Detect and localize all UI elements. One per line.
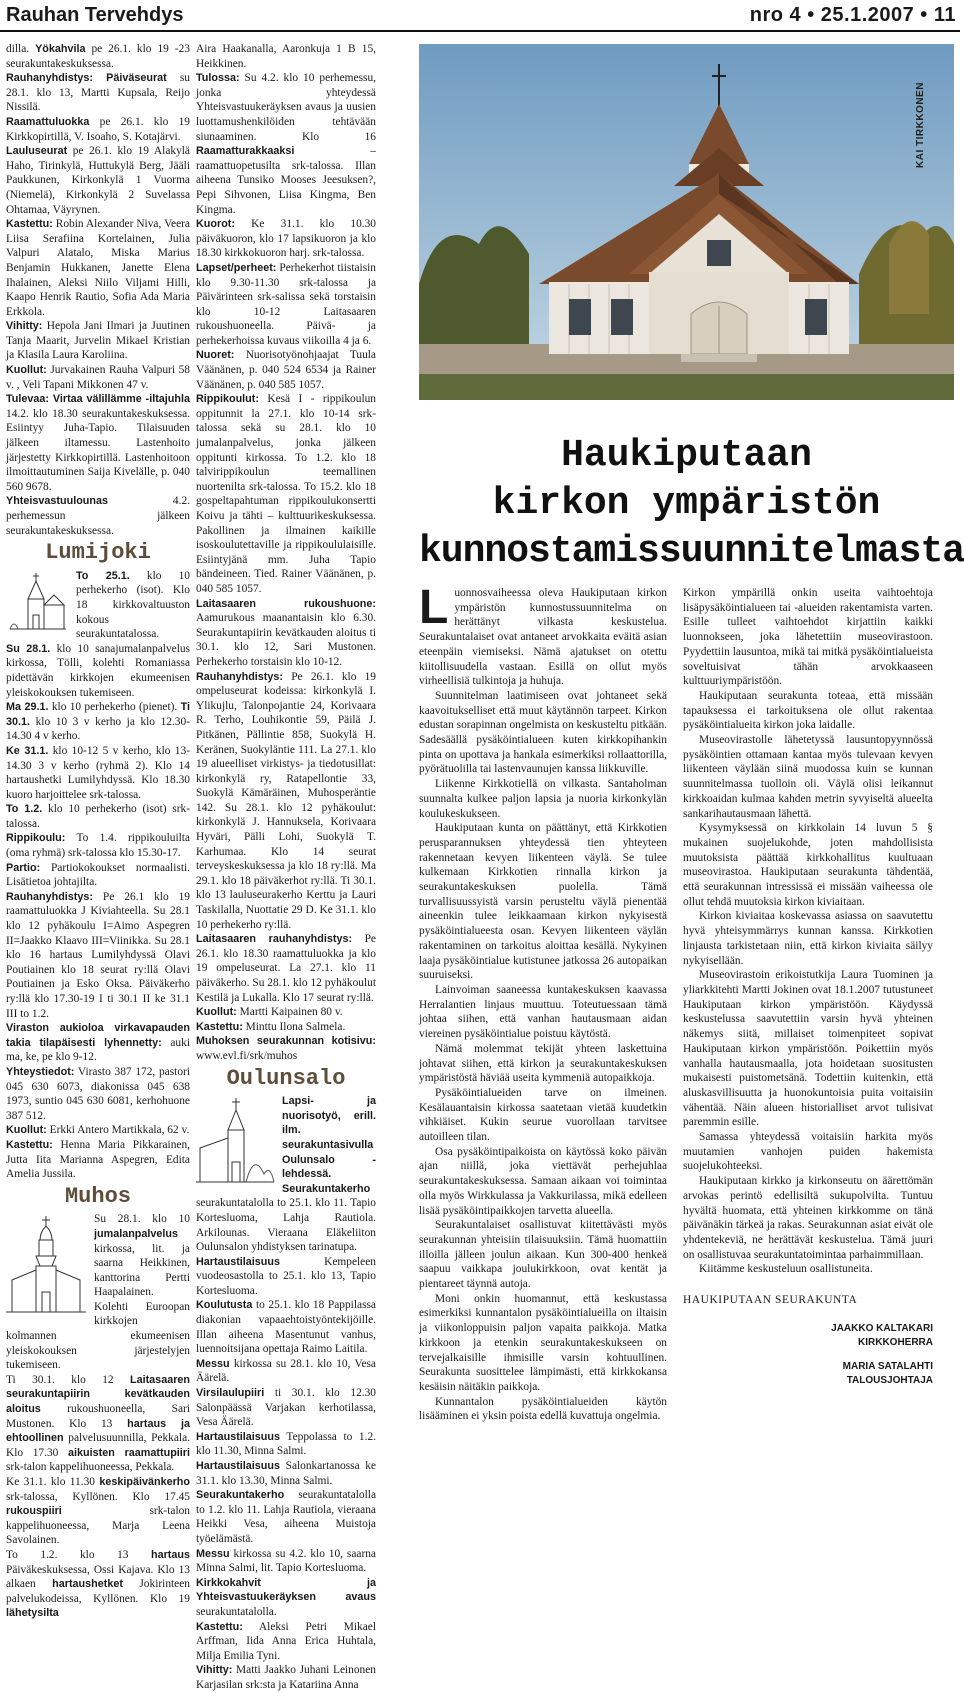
- notice-paragraph: Vihitty: Matti Jaakko Juhani Leinonen Karjasilan srk:sta ja Katariina Anna: [196, 1664, 376, 1691]
- notice-paragraph: Tulossa: Su 4.2. klo 10 perhemessu, jonka yhteydessä Yhteisvastuukeräyksen avaus ja uusien luottamushenkilöiden tehtävään siunaaminen. Klo 16 Raamatturakkaaksi – raamattuopetusilta srk-talossa. Illan aiheena Tunsiko Mooses Jeesuksen?, Pepi Sihvonen, Liisa Kingma, Ben Kingma.: [196, 72, 376, 216]
- church-drawing-icon: [196, 1096, 274, 1193]
- lumijoki-notices: [6, 569, 190, 1182]
- article-paragraph: Liikenne Kirkkotiellä on vilkasta. Santaholman suunnalta kulkee paljon lapsia ja nuoria kirkonkylän koulukeskukseen.: [419, 778, 667, 820]
- notice-paragraph: To 1.2. klo 13 hartaus Päiväkeskuksessa, Ossi Kajava. Klo 13 alkaen hartaushetket Jokirinteen palvelukodeissa, Kyllönen. Klo 19 lähetysilta: [6, 1548, 190, 1620]
- article-body-b: [683, 586, 933, 1277]
- notice-paragraph: Laitasaaren rauhanyhdistys: Pe 26.1. klo 18.30 raamattuluokka ja klo 19 ompeluseurat. La 27.1. klo 11 päiväkerho. Su 28.1. klo 12 pyhäkoulut Kestilä ja Lukalla. Klo 17 seurat ry:llä.: [196, 933, 376, 1004]
- article-paragraph: Kiitämme keskusteluun osallistuneita.: [699, 1263, 873, 1276]
- notice-paragraph: Raamattuluokka pe 26.1. klo 19 Kirkkopirtillä, V. Isoaho, S. Kotajärvi.: [6, 115, 190, 143]
- page-header: [0, 0, 960, 30]
- notice-paragraph: Rauhanyhdistys: Pe 26.1. klo 19 ompeluseurat kodeissa: kirkonkylä I. Ylikujlu, Talonpojantie 24, Korivaara R. Terho, Louhikontie 59, Päilä J. Pitkänen, Pällintie 858, Suokylä H. Keränen, Suokyläntie 111. La 27.1. klo 19 alueelliset virkistys- ja tiedotusillat: kirkonkylä ry, Ratapellontie 33, Suokylä Kämäräinen, Muhosperäntie 142. Su 28.1. klo 12 pyhäkoulut: kirkonkylä J. Hannuksela, Korivaara Hyväri, Pälli Lohi, Suokylä T. Karhumaa. Klo 14 seurat terveyskeskuksessa ja klo 18 ry:llä. Ma 29.1. klo 18 päiväkerhot ry:llä. Ti 30.1. klo 13 lauluseurakerho Kerttu ja Lauri Taskilalla, Nuottatie 29 D. Ke 31.1. klo 10 perhekerho ry:llä.: [196, 670, 376, 931]
- issue-info: nro 4 • 25.1.2007 • 11: [749, 3, 956, 26]
- column-1: [6, 42, 190, 1620]
- notice-paragraph: Su 28.1. klo 10 sanajumalanpalvelus kirkossa, Tölli, kolehti Romaniassa pidettävän kirkkojen ekumeenisen yleiskokouksen tukemiseen.: [6, 642, 190, 699]
- article-paragraph: Seurakuntalaiset osallistuvat kiitettävästi myös seurakunnan yhteisiin tilaisuuksiin. Tämä huomattiin illoilla jälleen joulun aikaan. Kun 300-400 henkeä saapuu vaikkapa joulukirkkoon, ovat kentät ja pientareet täynnä autoja.: [419, 1219, 667, 1291]
- notice-paragraph: Muhoksen seurakunnan kotisivu: www.evl.fi/srk/muhos: [196, 1035, 376, 1062]
- notice-paragraph: Kirkkokahvit ja Yhteisvastuukeräyksen avaus seurakuntatalolla.: [196, 1576, 376, 1618]
- notice-paragraph: dilla. Yökahvila pe 26.1. klo 19 -23 seurakuntakeskuksessa.: [6, 43, 190, 70]
- article-paragraph: Pysäköintialueiden tarve on ilmeinen. Kesälauantaisin kirkossa saatetaan vietää kuudetkin vihkiäiset. Kukin seurue vuorollaan tarvitsee autoilleen tilan.: [419, 1086, 667, 1144]
- article-paragraph: Moni onkin huomannut, että keskustassa esimerkiksi kunnantalon pysäköintialueilla on iltaisin ja viikonloppuisin paljon vapaita paikkoja. Matka kirkkoon ja etenkin seurakuntakeskukseen on tervejalkaisille ihmisille varsin kohtuullinen. Seurakunta suosittelee lämpimästi, että kirkkokansa kesäisin näitäkin paikkoja.: [419, 1292, 667, 1393]
- article-paragraph: Museovirastoin erikoistutkija Laura Tuominen ja yliarkkitehti Martti Jokinen ovat 18.1.2007 tutustuneet Haukiputaan kirkon ympäristöön. Käydyssä keskustelussa saavutettiin varsin hyvä yhteinen näkemys siitä, millaiset toimenpiteet sopivat Haukiputaan kirkon ympäristöön. Poikettiin myös vanhalla hautausmaalla, jota hoidetaan suositusten mukaisesti puistometsänä. Todettiin kuitenkin, että aluskasvillisuutta ja huonokuntoisia puita voitaisiin vähentää. Näin alueen historialliset arvot tulisivat paremmin esille.: [683, 969, 933, 1129]
- article-paragraph: Kunnantalon pysäköintialueiden käytön lisääminen ei yksin poista edellä kuvattuja ongelmia.: [419, 1395, 667, 1423]
- notice-paragraph: Ma 29.1. klo 10 perhekerho (pienet). Ti 30.1. klo 10 3 v kerho ja klo 12.30-14.30 4 v kerho.: [6, 701, 190, 743]
- notice-paragraph: Virsilaulupiiri ti 30.1. klo 12.30 Salonpäässä Varjakan kerhotilassa, Vesa Äärelä.: [196, 1387, 376, 1429]
- notice-paragraph: Hartaustilaisuus Teppolassa to 1.2. klo 11.30, Minna Salmi.: [196, 1430, 376, 1458]
- notice-paragraph: Messu kirkossa su 4.2. klo 10, saarna Minna Salmi, lit. Tapio Kortesluoma.: [196, 1547, 376, 1575]
- notice-paragraph: Laitasaaren rukoushuone: Aamurukous maanantaisin klo 6.30. Seurakuntapiirin kevätkauden aloitus ti 30.1. klo 12, Sari Mustonen. Perhekerho torstaisin klo 10-12.: [196, 597, 376, 668]
- notice-paragraph: Rippikoulu: To 1.4. rippikouluilta (oma ryhmä) srk-talossa klo 15.30-17.: [6, 832, 190, 860]
- article-paragraph: Haukiputaan kunta on päättänyt, että Kirkkotien perusparannuksen yhteydessä tien yhteyteen rakennetaan kevyen liikenteen väylä. Se tulee kulkemaan Kirkkotien rinnalla kirkon ja seurakuntakeskuksen puolella. Tämä turvallisuussyistä varsin perusteltu väylä pienentää aineenkin tulee leikkaamaan kirkon nykyisestä pysäköintialueesta osan. Kevyen liikenteen väylän rakentaminen on tarkoitus aloittaa kesällä. Nykyinen laaja pysäköintialue kutistunee jatkossa 26 autopaikan suuruiseksi.: [419, 822, 667, 982]
- section-heading-lumijoki: Lumijoki: [45, 540, 151, 566]
- notice-paragraph: Yhteystiedot: Virasto 387 172, pastori 045 630 6073, diakonissa 045 638 1973, suntio 045 630 6081, kerhohuone 387 512.: [6, 1065, 190, 1122]
- signature-title-1: KIRKKOHERRA: [858, 1336, 933, 1348]
- article-paragraph: Kirkon kiviaitaa koskevassa asiassa on saavutettu hyvä yhteisymmärrys kunnan kanssa. Kirkkotien linjausta tarkistetaan niin, että kirkon kiviaita säilyy nykyisellään.: [683, 910, 933, 967]
- drop-cap: L: [419, 581, 449, 634]
- notice-paragraph: Hartaustilaisuus Salonkartanossa ke 31.1. klo 13.30, Minna Salmi.: [196, 1460, 376, 1487]
- article-headline: [419, 432, 964, 576]
- notice-paragraph: Ti 30.1. klo 12 Laitasaaren seurakuntapiirin kevätkauden aloitus rukoushuoneella, Sari Mustonen. Klo 13 hartaus ja ehtoollinen palvelusuunnilla, Pekkala. Klo 17.30 aikuisten raamattupiiri srk-talon kappelihuoneessa, Pekkala.: [6, 1373, 190, 1474]
- publication-title: Rauhan Tervehdys: [6, 3, 184, 26]
- notice-paragraph: Yhteisvastuulounas 4.2. perhemessun jälkeen seurakuntakeskuksessa.: [6, 495, 190, 537]
- notice-paragraph: Kuollut: Erkki Antero Martikkala, 62 v.: [6, 1124, 190, 1137]
- section-heading-oulunsalo: Oulunsalo: [226, 1065, 346, 1091]
- notice-paragraph: Nuoret: Nuorisotyönohjaajat Tuula Väänänen, p. 040 524 6534 ja Rainer Väänänen, p. 040 585 1057.: [196, 349, 376, 391]
- notice-paragraph: Ke 31.1. klo 10-12 5 v kerho, klo 13-14.30 3 v kerho (ryhmä 2). Klo 14 hartaushetki Lumilyhdyssä. Klo 18.30 kuoro harjoittelee srk-talossa.: [6, 744, 190, 801]
- notice-paragraph: To 25.1. klo 10 perhekerho (isot). Klo 18 kirkkovaltuuston kokous seurakuntatalossa.: [76, 569, 190, 641]
- headline-line-2: kirkon ympäristön: [492, 482, 881, 525]
- notice-paragraph: Kuollut: Martti Kaipainen 80 v.: [196, 1006, 343, 1019]
- article-paragraph: Haukiputaan seurakunta toteaa, että missään tapauksessa ei tarkoituksena ole ollut rakentaa pysäköintialueita kirkon joka laidalle.: [683, 689, 933, 732]
- organization-name: HAUKIPUTAAN SEURAKUNTA: [683, 1294, 858, 1307]
- notice-paragraph: Kuollut: Jurvakainen Rauha Valpuri 58 v. , Veli Tapani Mikkonen 47 v.: [6, 364, 190, 391]
- article-paragraph: Museovirastolle lähetetyssä lausuntopyynnössä pysäköintien ottamaan kantaa myös tulevaan kevyen liikenteen väylään siinä muodossa kuin se kunnan suunnitelmassa tuolloin oli. Väylä olisi leikannut kirkkoaidan kulmaa kahden metrin syvyiseltä alueelta sankarihautausmaan lähettä.: [683, 734, 933, 820]
- notice-paragraph: Seurakuntakerho seurakuntatalolla to 1.2. klo 11. Lahja Rautiola, vieraana Heikki Vesa, aiheena Muistoja työelämästä.: [196, 1489, 376, 1545]
- notice-paragraph: Kastettu: Aleksi Petri Mikael Arffman, Iida Anna Erica Huhtala, Milja Emilia Tyni.: [196, 1620, 376, 1662]
- signature-title-2: TALOUSJOHTAJA: [846, 1374, 933, 1386]
- notice-paragraph: Rauhanyhdistys: Pe 26.1 klo 19 raamattuluokka J Kiviahteella. Su 28.1 klo 12 pyhäkoulu I=Aimo Aspegren II=Jaakko Klaavo III=Viinikka. Su 28.1 klo 16 hartaus Lumilyhdyssä Olavi Poutiainen klo 18 seurat ry:llä Olavi Poutiainen ja Esko Oksa. Päiväkerho ry:llä klo 17.30-19 I ti 30.1 II ke 31.1 III to 1.2.: [6, 890, 190, 1020]
- notice-paragraph: Lapsi- ja nuorisotyö, erill. ilm. seurakuntasivulla Oulunsalo -lehdessä.: [282, 1095, 376, 1181]
- notice-paragraph: Tulevaa: Virtaa välillämme -iltajuhla 14.2. klo 18.30 seurakuntakeskuksessa. Esiintyy Juha-Tapio. Tilaisuuden jälkeen iltamessu. Lastenhoito järjestetty Kirkkopirtillä. Lastenhoitoon ilmoittautuminen Saija Kivelälle, p. 040 560 9678.: [6, 393, 190, 493]
- signatures: [683, 1322, 933, 1388]
- notice-paragraph: Messu kirkossa su 28.1. klo 10, Vesa Äärelä.: [196, 1357, 376, 1385]
- col1-top: [6, 42, 190, 538]
- article-paragraph: Kysymyksessä on kirkkolain 14 luvun 5 § mukainen suojelukohde, joten mahdollisista muutoksista päättää kirkkohallitus kuultuaan museovirastoa. Haukiputaan seurakunta tähdentää, että seurakunnan intressissä ei missään vaiheessa ole ollut tehdä muutoksia kirkon kiviaitaan.: [683, 822, 933, 908]
- notice-paragraph: Lauluseurat pe 26.1. klo 19 Alakylä Haho, Tirinkylä, Huttukylä Berg, Jääli Paukkunen, Kirkonkylä 1 Vuorma (Niemelä), Kirkonkylä 2 Suvelassa Ohtamaa, Väyrynen.: [6, 145, 190, 216]
- notice-paragraph: Viraston aukioloa virkavapauden takia tilapäisesti lyhennetty: auki ma, ke, pe klo 9-12.: [6, 1022, 190, 1064]
- notice-paragraph: Partio: Partiokokoukset normaalisti. Lisätietoa johtajilta.: [6, 861, 190, 889]
- section-heading-muhos: Muhos: [64, 1183, 131, 1209]
- signature-name-2: MARIA SATALAHTI: [842, 1360, 933, 1372]
- article-paragraph: Samassa yhteydessä voitaisiin harkita myös muutamien vanhojen puiden hakemista suojelukohteeksi.: [683, 1131, 933, 1173]
- notice-paragraph: Su 28.1. klo 10 jumalanpalvelus kirkossa, lit. ja saarna Heikkinen, kanttorina Pertti Haapalainen. Kolehti Euroopan kirkkojen kolmannen ekumeenisen yleiskokouksen järjestelyjen tukemiseen.: [6, 1213, 190, 1372]
- notice-paragraph: Kastettu: Henna Maria Pikkarainen, Jutta Iita Marianna Aspegren, Edita Amelia Jussila.: [6, 1138, 190, 1181]
- notice-paragraph: Kastettu: Minttu Ilona Salmela.: [196, 1020, 346, 1033]
- notice-paragraph: Hartaustilaisuus Kempeleen vuodeosastolla to 25.1. klo 13, Tapio Kortesluoma.: [196, 1255, 376, 1297]
- notice-paragraph: To 1.2. klo 10 perhekerho (isot) srk-talossa.: [6, 803, 190, 830]
- col2-notices: [196, 42, 376, 1064]
- notice-paragraph: Rippikoulut: Kesä I - rippikoulun oppitunnit la 27.1. klo 10-14 srk-talossa sekä su 28.1. klo 10 jumalanpalvelus, jonka jälkeen oppitunti kirkossa. To 1.2. klo 18 talvirippikoulun teemallinen nuortenilta srk-talossa. To 15.2. klo 18 gospeltapahtuman rippikoulukonsertti Koivu ja tähti – kulttuurikeskuksessa. Pakollinen ja ilmainen kaikille isoskoulutettaville ja rippikoululaisille. Esiintyjänä mm. Juha Tapio bändeineen. Tied. Rainer Väänänen, p. 040 585 1057.: [196, 393, 376, 595]
- column-2: [196, 42, 376, 1691]
- article-paragraph: Suunnitelman laatimiseen ovat johtaneet sekä kaavoitukselliset että muut käytännön tarpeet. Kirkon edustan sorapinnan ongelmista on keskusteltu pitkään. Sadesäällä pysäköintialueen kuten kirkkopihankin pinta on upottava ja hankala esimerkiksi rollaattorilla, pyörätuolilla tai lastenvaunujen kanssa liikkuville.: [419, 689, 668, 776]
- headline-line-1: Haukiputaan: [561, 434, 812, 477]
- notice-paragraph: Ke 31.1. klo 11.30 keskipäivänkerho srk-talossa, Kyllönen. Klo 17.45 rukouspiiri srk-talon kappelihuoneessa, Marja Leena Savolainen.: [6, 1476, 190, 1547]
- photo-credit: KAI TIRKKONEN: [915, 82, 926, 168]
- article-column-b: [683, 586, 933, 1446]
- headline-line-3: kunnostamissuunnitelmasta: [419, 530, 964, 573]
- article-paragraph: Lainvoiman saaneessa kuntakeskuksen kaavassa Herralantien linjaus muuttuu. Toteutuessaan tämä johtaa siihen, että vanhan hautausmaan aidan viereinen pysäköintialue poistuu käytöstä.: [419, 983, 667, 1041]
- notice-paragraph: Koulutusta to 25.1. klo 18 Pappilassa diakonian vapaaehtoistyöntekijöille. Illan aiheena Masentunut vanhus, luennoitsijana opettaja Raimo Laitila.: [196, 1299, 376, 1356]
- article-body-a: [419, 581, 668, 1424]
- signature-name-1: JAAKKO KALTAKARI: [831, 1322, 933, 1334]
- notice-paragraph: Aira Haakanalla, Aaronkuja 1 B 15, Heikkinen.: [196, 43, 376, 70]
- notice-paragraph: Rauhanyhdistys: Päiväseurat su 28.1. klo 13, Martti Kupsala, Reijo Nissilä.: [6, 72, 190, 114]
- article-paragraph: Kirkon ympärillä onkin useita vaihtoehtoja lisäpysäköintialueen tai -alueiden rakentamista varten. Esille tulleet vaihtoehdot kirjattiin kaikki luonnokseen, joka lähetettiin museovirastoon. Pyydettiin lausuntoa, mikä tai mitkä pysäköintialueista soveltuisivat tähän arvokkaaseen kulttuuriympäristöön.: [683, 587, 933, 688]
- notice-paragraph: Lapset/perheet: Perhekerhot tiistaisin klo 9.30-11.30 srk-talossa ja Päivärinteen srk-salissa sekä torstaisin klo 10-12 Laitasaaren rukoushuoneella. Päivä- ja perhekerhoissa kuvaus viikoilla 4 ja 6.: [196, 261, 376, 347]
- article-paragraph: Osa pysäköintipaikoista on käytössä koko päivän ajan niillä, joka viettävät perhejuhlaa seurakuntakeskuksessa. Samaan aikaan voi toimintaa olla myös Wirkkulassa ja Vakkurilassa, mikä edelleen lisää pysäköintipaikkojen tarvetta alueella.: [419, 1145, 667, 1217]
- notice-paragraph: Kuorot: Ke 31.1. klo 10.30 päiväkuoron, klo 17 lapsikuoron ja klo 18.30 kirkkokuoron harj. srk-talossa.: [196, 218, 376, 260]
- church-sketch-icon: [6, 571, 68, 638]
- notice-paragraph: Kastettu: Robin Alexander Niva, Veera Liisa Serafiina Kortelainen, Julia Valpuri Alatalo, Miska Marius Benjamin Hukkanen, Janette Elena Ihalainen, Aleksi Niilo Viljami Hilli, Kaapo Henrik Rautio, Sofia Ada Maria Erkkola.: [6, 218, 190, 318]
- article-column-a: [419, 581, 668, 1446]
- notice-paragraph: Vihitty: Hepola Jani Ilmari ja Juutinen Tanja Maarit, Jurvelin Mikael Kristian ja Klasila Laura Karoliina.: [6, 320, 190, 362]
- notice-paragraph: Seurakuntakerho seurakuntatalolla to 25.1. klo 11. Tapio Kortesluoma, Lahja Rautiola. Arkilounas. Vieraana Eläkeliiton Oulunsalon yhdistyksen tarinatupa.: [196, 1182, 376, 1254]
- article-paragraph: uonnosvaiheessa oleva Haukiputaan kirkon ympäristön kunnostussuunnitelma on herättänyt vilkasta keskustelua. Seurakuntalaiset ovat antaneet arvokkaita eväitä asian eteenpäin viemiseksi. Nämä ajatukset on otettu kiitollisuudella vastaan. Esillä on ollut myös virheellisiä tulkintoja ja huhuja.: [419, 587, 667, 688]
- header-rule: [0, 30, 960, 32]
- article-paragraph: Nämä molemmat tekijät yhteen laskettuina johtavat siihen, että kirkon ja seurakuntakeskuksen ympäristöstä häviää useita kymmeniä autopaikkoja.: [419, 1042, 667, 1085]
- church-tower-sketch-icon: [6, 1214, 86, 1321]
- church-photo: [419, 44, 954, 400]
- article-paragraph: Haukiputaan kirkko ja kirkonseutu on äärettömän arvokas perintö edellisiltä sukupolvilta. Tuntuu hyvältä huomata, että yhteinen kirkkomme on tänä päivänäkin tärkeä ja rakas. Seurakunnan asiat eivät ole yhdentekeviä, ne herättävät keskustelua. Tämä juuri on osallistuvaa seurakuntatoimintaa parhaimmillaan.: [683, 1175, 933, 1261]
